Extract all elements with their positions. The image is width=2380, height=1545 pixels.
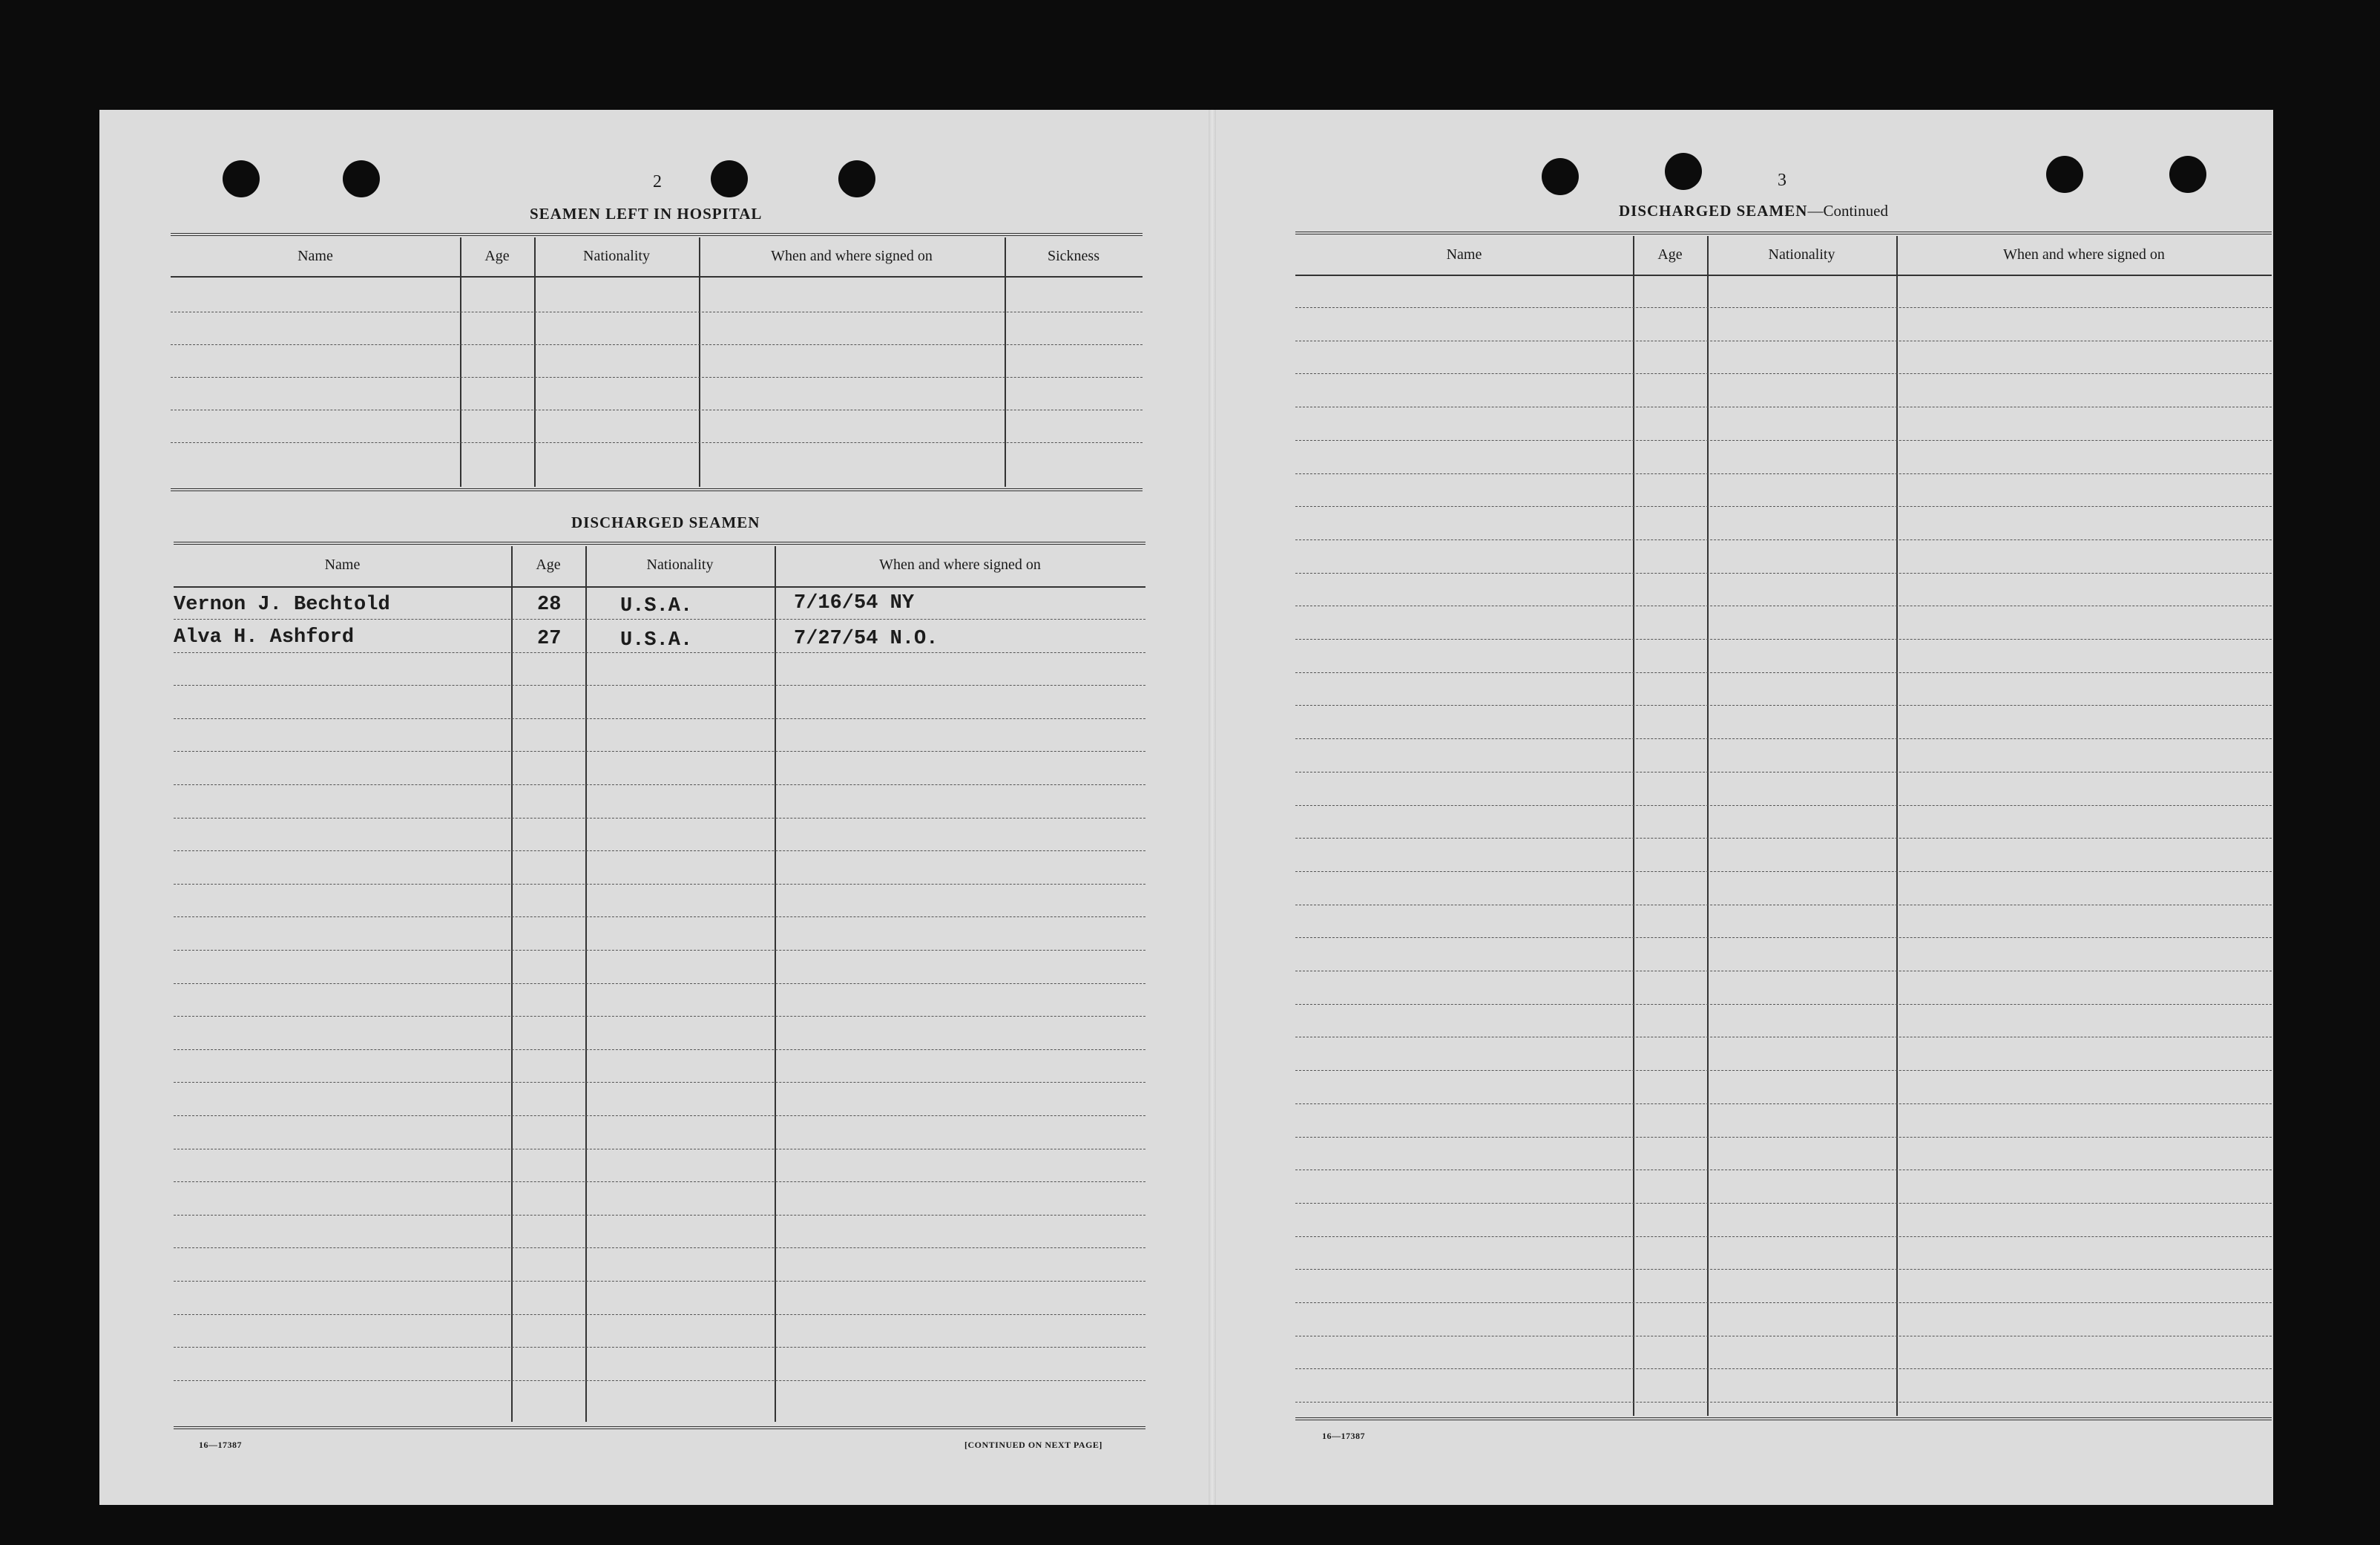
form-number: 16—17387 bbox=[1322, 1431, 1365, 1441]
ruled-row-line bbox=[1295, 1236, 2272, 1237]
document-sheet bbox=[99, 110, 2273, 1505]
ruled-row-line bbox=[1295, 672, 2272, 673]
ruled-row-line bbox=[171, 377, 1143, 378]
col-header-nationality: Nationality bbox=[1768, 246, 1835, 263]
discharged-section-title: DISCHARGED SEAMEN bbox=[571, 514, 760, 531]
discharged-continued-table bbox=[1295, 236, 2272, 1416]
ruled-row-line bbox=[174, 1347, 1145, 1348]
continued-note: [CONTINUED ON NEXT PAGE] bbox=[964, 1440, 1102, 1450]
ruled-row-line bbox=[1295, 705, 2272, 706]
punch-hole bbox=[1542, 158, 1579, 195]
seaman-signed-on: 7/27/54 N.O. bbox=[794, 628, 938, 650]
column-divider bbox=[699, 237, 700, 487]
ruled-row-line bbox=[1295, 440, 2272, 441]
ruled-row-line bbox=[174, 1016, 1145, 1017]
col-header-name: Name bbox=[324, 557, 361, 573]
punch-hole bbox=[2046, 156, 2083, 193]
ruled-row-line bbox=[1295, 539, 2272, 540]
ruled-row-line bbox=[1295, 373, 2272, 374]
form-number: 16—17387 bbox=[199, 1440, 242, 1450]
section-rule bbox=[174, 542, 1145, 545]
title-main: DISCHARGED SEAMEN bbox=[1619, 202, 1808, 220]
ruled-row-line bbox=[174, 784, 1145, 785]
section-rule bbox=[171, 233, 1143, 236]
ruled-row-line bbox=[174, 652, 1145, 653]
section-rule bbox=[174, 1426, 1145, 1429]
column-divider bbox=[1896, 236, 1898, 1416]
col-header-nationality: Nationality bbox=[646, 557, 714, 573]
col-header-name: Name bbox=[1446, 246, 1482, 263]
ruled-row-line bbox=[174, 1380, 1145, 1381]
punch-hole bbox=[711, 160, 748, 197]
column-divider bbox=[511, 546, 513, 1422]
ruled-row-line bbox=[1295, 473, 2272, 474]
ruled-row-line bbox=[174, 884, 1145, 885]
col-header-sickness: Sickness bbox=[1048, 248, 1099, 264]
ruled-row-line bbox=[174, 718, 1145, 719]
ruled-row-line bbox=[1295, 573, 2272, 574]
ruled-row-line bbox=[1295, 1137, 2272, 1138]
column-divider bbox=[460, 237, 461, 487]
col-header-signed-on: When and where signed on bbox=[879, 557, 1041, 573]
ruled-row-line bbox=[174, 1314, 1145, 1315]
page-number: 2 bbox=[653, 172, 662, 191]
ruled-row-line bbox=[1295, 838, 2272, 839]
ruled-row-line bbox=[174, 619, 1145, 620]
discharged-continued-title bbox=[1619, 202, 1888, 220]
col-header-age: Age bbox=[1657, 246, 1683, 263]
title-suffix: —Continued bbox=[1807, 202, 1888, 220]
section-rule bbox=[1295, 1417, 2272, 1420]
ruled-row-line bbox=[174, 1082, 1145, 1083]
header-rule bbox=[174, 586, 1145, 588]
ruled-row-line bbox=[1295, 1302, 2272, 1303]
page-number: 3 bbox=[1778, 171, 1786, 190]
ruled-row-line bbox=[1295, 871, 2272, 872]
col-header-age: Age bbox=[536, 557, 561, 573]
ruled-row-line bbox=[174, 1281, 1145, 1282]
page-fold bbox=[1209, 110, 1216, 1505]
ruled-row-line bbox=[1295, 805, 2272, 806]
col-header-signed-on: When and where signed on bbox=[2003, 246, 2165, 263]
punch-hole bbox=[343, 160, 380, 197]
ruled-row-line bbox=[174, 850, 1145, 851]
ruled-row-line bbox=[1295, 1203, 2272, 1204]
ruled-row-line bbox=[174, 818, 1145, 819]
ruled-row-line bbox=[1295, 1070, 2272, 1071]
ruled-row-line bbox=[174, 1215, 1145, 1216]
punch-hole bbox=[838, 160, 875, 197]
hospital-table bbox=[171, 237, 1143, 490]
punch-hole bbox=[1665, 153, 1702, 190]
col-header-age: Age bbox=[484, 248, 510, 264]
ruled-row-line bbox=[174, 751, 1145, 752]
ruled-row-line bbox=[1295, 307, 2272, 308]
ruled-row-line bbox=[174, 916, 1145, 917]
ruled-row-line bbox=[1295, 1269, 2272, 1270]
ruled-row-line bbox=[174, 1247, 1145, 1248]
ruled-row-line bbox=[1295, 639, 2272, 640]
column-divider bbox=[585, 546, 587, 1422]
punch-hole bbox=[223, 160, 260, 197]
col-header-signed-on: When and where signed on bbox=[771, 248, 933, 264]
seaman-age: 27 bbox=[537, 628, 562, 650]
seaman-name: Vernon J. Bechtold bbox=[174, 594, 390, 616]
ruled-row-line bbox=[171, 344, 1143, 345]
hospital-section-title: SEAMEN LEFT IN HOSPITAL bbox=[530, 205, 763, 223]
column-divider bbox=[1005, 237, 1006, 487]
ruled-row-line bbox=[1295, 738, 2272, 739]
header-rule bbox=[171, 276, 1143, 278]
seaman-signed-on: 7/16/54 NY bbox=[794, 592, 915, 614]
column-divider bbox=[534, 237, 536, 487]
col-header-nationality: Nationality bbox=[583, 248, 650, 264]
ruled-row-line bbox=[174, 1115, 1145, 1116]
column-divider bbox=[775, 546, 776, 1422]
ruled-row-line bbox=[174, 950, 1145, 951]
seaman-name: Alva H. Ashford bbox=[174, 626, 355, 649]
seaman-age: 28 bbox=[537, 594, 562, 616]
ruled-row-line bbox=[174, 983, 1145, 984]
discharged-table bbox=[174, 546, 1145, 1422]
punch-hole bbox=[2169, 156, 2206, 193]
seaman-nationality: U.S.A. bbox=[620, 595, 693, 617]
column-divider bbox=[1707, 236, 1709, 1416]
ruled-row-line bbox=[171, 442, 1143, 443]
section-rule bbox=[1295, 232, 2272, 234]
ruled-row-line bbox=[1295, 1103, 2272, 1104]
seaman-nationality: U.S.A. bbox=[620, 629, 693, 652]
header-rule bbox=[1295, 275, 2272, 276]
section-rule bbox=[171, 488, 1143, 491]
column-divider bbox=[1633, 236, 1634, 1416]
col-header-name: Name bbox=[298, 248, 333, 264]
ruled-row-line bbox=[174, 1181, 1145, 1182]
ruled-row-line bbox=[1295, 506, 2272, 507]
ruled-row-line bbox=[1295, 1402, 2272, 1403]
ruled-row-line bbox=[1295, 1368, 2272, 1369]
ruled-row-line bbox=[1295, 937, 2272, 938]
ruled-row-line bbox=[174, 685, 1145, 686]
ruled-row-line bbox=[174, 1049, 1145, 1050]
ruled-row-line bbox=[1295, 1004, 2272, 1005]
